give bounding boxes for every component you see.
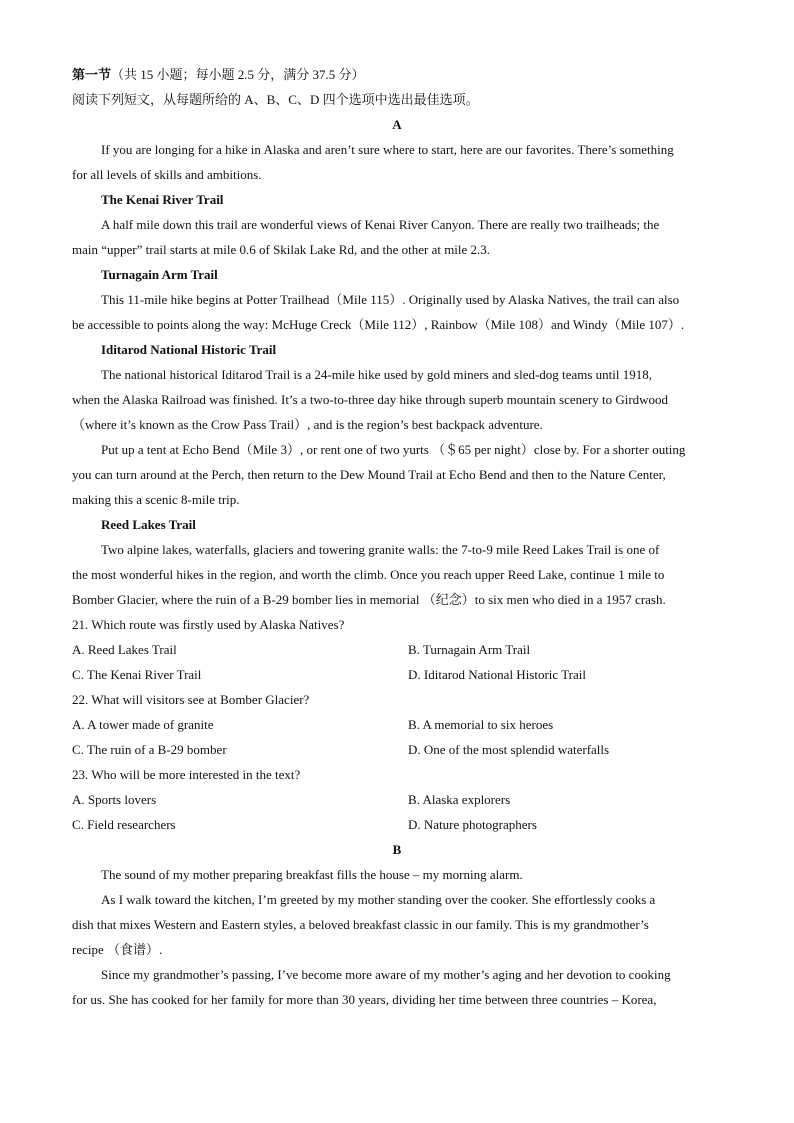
options-row <box>72 737 722 762</box>
option-d: D. One of the most splendid waterfalls <box>408 742 610 757</box>
paragraph-line: The national historical Iditarod Trail is a 24-mile hike used by gold miners and sled-dog teams until 1918, <box>101 367 652 382</box>
paragraph-line: for us. She has cooked for her family for more than 30 years, dividing her time between three countries – Korea, <box>72 992 657 1007</box>
paragraph-line: recipe （食谱）. <box>72 942 163 957</box>
question-stem: 23. Who will be more interested in the text? <box>72 767 301 782</box>
option-a: A. Sports lovers <box>72 792 157 807</box>
paragraph-line: If you are longing for a hike in Alaska and aren’t sure where to start, here are our favorites. There’s something <box>101 142 674 157</box>
paragraph-line: The sound of my mother preparing breakfast fills the house – my morning alarm. <box>101 867 523 882</box>
paragraph-line: This 11-mile hike begins at Potter Trailhead（Mile 115）. Originally used by Alaska Natives, the trail can also <box>101 292 680 307</box>
option-c: C. The ruin of a B-29 bomber <box>72 742 227 757</box>
option-b: B. A memorial to six heroes <box>408 717 554 732</box>
exam-page <box>72 62 722 1012</box>
option-a: A. Reed Lakes Trail <box>72 642 177 657</box>
option-b: B. Turnagain Arm Trail <box>408 642 531 657</box>
option-d: D. Nature photographers <box>408 817 537 832</box>
option-c: C. Field researchers <box>72 817 176 832</box>
options-row <box>72 662 722 687</box>
paragraph-line: for all levels of skills and ambitions. <box>72 167 262 182</box>
paragraph-line: A half mile down this trail are wonderful views of Kenai River Canyon. There are really two trailheads; the <box>101 217 660 232</box>
paragraph-line: main “upper” trail starts at mile 0.6 of Skilak Lake Rd, and the other at mile 2.3. <box>72 242 491 257</box>
paragraph-line: dish that mixes Western and Eastern styles, a beloved breakfast classic in our family. This is my grandmother’s <box>72 917 649 932</box>
trail-heading: Iditarod National Historic Trail <box>101 342 277 357</box>
passage-a-label: A <box>392 117 402 132</box>
option-c: C. The Kenai River Trail <box>72 667 202 682</box>
instruction: 阅读下列短文，从每题所给的 A、B、C、D 四个选项中选出最佳选项。 <box>72 92 479 107</box>
passage-b-label: B <box>392 842 402 857</box>
trail-heading: The Kenai River Trail <box>101 192 224 207</box>
paragraph-line: the most wonderful hikes in the region, and worth the climb. Once you reach upper Reed Lake, continue 1 mile to <box>72 567 665 582</box>
paragraph-line: As I walk toward the kitchen, I’m greeted by my mother standing over the cooker. She effortlessly cooks a <box>101 892 656 907</box>
option-d: D. Iditarod National Historic Trail <box>408 667 587 682</box>
paragraph-line: Two alpine lakes, waterfalls, glaciers and towering granite walls: the 7-to-9 mile Reed Lakes Trail is one of <box>101 542 660 557</box>
paragraph-line: when the Alaska Railroad was finished. It’s a two-to-three day hike through superb mountain scenery to Girdwood <box>72 392 669 407</box>
paragraph-line: you can turn around at the Perch, then return to the Dew Mound Trail at Echo Bend and then to the Nature Center, <box>72 467 666 482</box>
question-stem: 21. Which route was firstly used by Alaska Natives? <box>72 617 345 632</box>
paragraph-line: Put up a tent at Echo Bend（Mile 3）, or rent one of two yurts （＄65 per night）close by. For a shorter outing <box>101 442 686 457</box>
options-row <box>72 637 722 662</box>
paragraph-line: be accessible to points along the way: McHuge Creck（Mile 112）, Rainbow（Mile 108）and Windy（Mile 107）. <box>72 317 685 332</box>
options-row <box>72 787 722 812</box>
option-a: A. A tower made of granite <box>72 717 214 732</box>
section-title: 第一节 <box>72 67 112 82</box>
section-header <box>72 62 722 87</box>
trail-heading: Reed Lakes Trail <box>101 517 196 532</box>
trail-heading: Turnagain Arm Trail <box>101 267 218 282</box>
paragraph-line: making this a scenic 8-mile trip. <box>72 492 240 507</box>
paragraph-line: Since my grandmother’s passing, I’ve become more aware of my mother’s aging and her devotion to cooking <box>101 967 671 982</box>
option-b: B. Alaska explorers <box>408 792 511 807</box>
question-stem: 22. What will visitors see at Bomber Glacier? <box>72 692 310 707</box>
paragraph-line: （where it’s known as the Crow Pass Trail）, and is the region’s best backpack adventure. <box>72 417 543 432</box>
paragraph-line: Bomber Glacier, where the ruin of a B-29 bomber lies in memorial （纪念）to six men who died in a 1957 crash. <box>72 592 666 607</box>
options-row <box>72 812 722 837</box>
options-row <box>72 712 722 737</box>
section-info: （共 15 小题；每小题 2.5 分，满分 37.5 分） <box>111 67 365 82</box>
